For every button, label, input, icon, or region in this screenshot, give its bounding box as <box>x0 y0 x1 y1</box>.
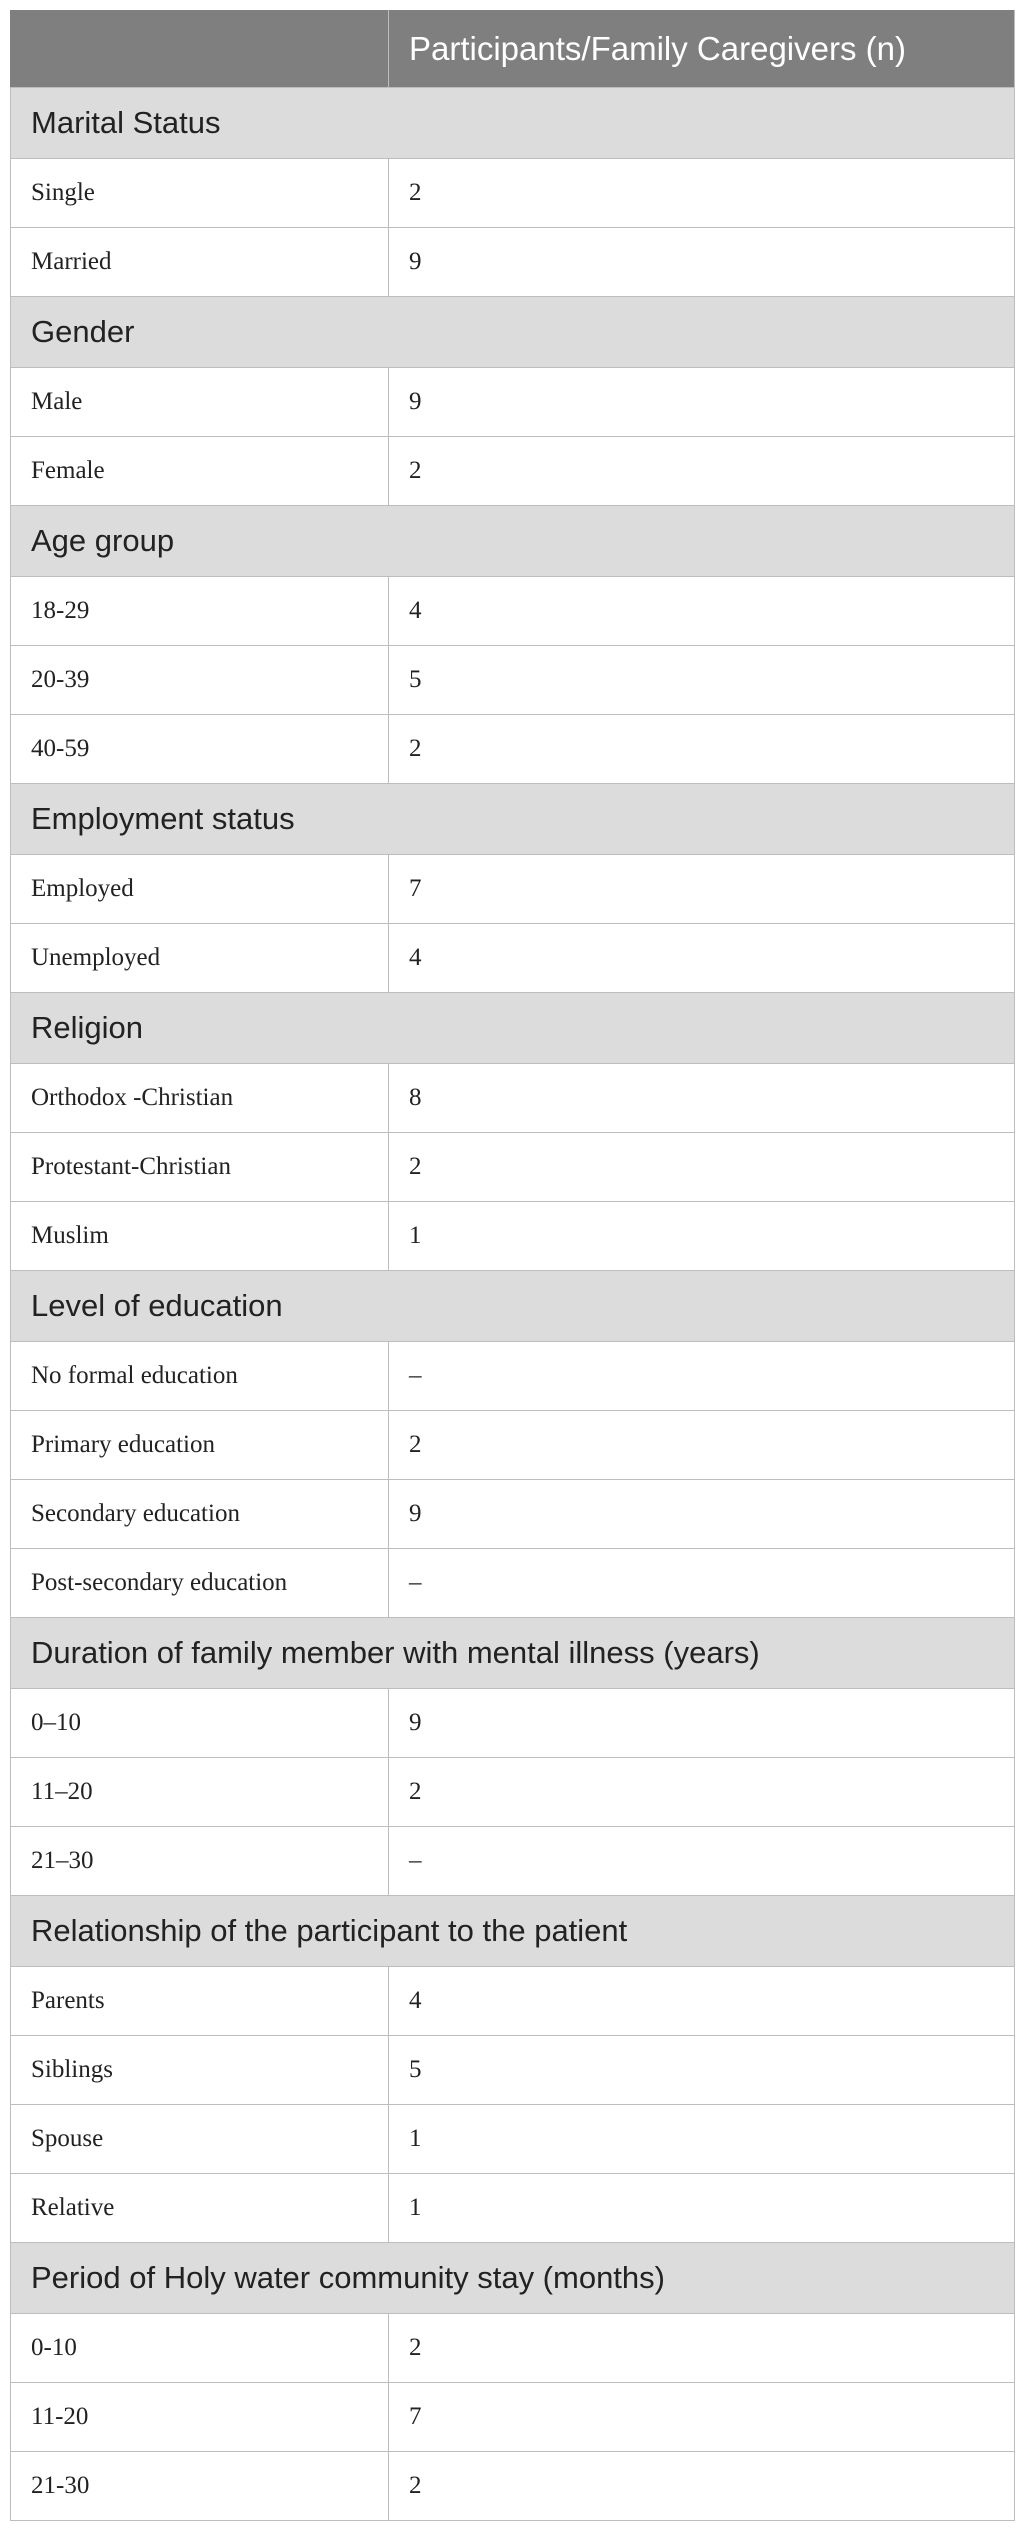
row-value: – <box>389 1827 1015 1896</box>
row-label: 21–30 <box>11 1827 389 1896</box>
section-header-row <box>11 784 1015 855</box>
table-row <box>11 2105 1015 2174</box>
table-row <box>11 228 1015 297</box>
header-cell-category <box>11 11 389 88</box>
row-label: Unemployed <box>11 924 389 993</box>
row-value: 7 <box>389 2383 1015 2452</box>
table-row <box>11 159 1015 228</box>
table-header-row <box>11 11 1015 88</box>
section-title: Marital Status <box>11 88 1015 159</box>
table-row <box>11 368 1015 437</box>
table-row <box>11 1689 1015 1758</box>
row-label: Female <box>11 437 389 506</box>
section-header-row <box>11 88 1015 159</box>
section-header-row <box>11 1896 1015 1967</box>
row-label: Single <box>11 159 389 228</box>
row-value: 2 <box>389 2452 1015 2521</box>
table-row <box>11 1202 1015 1271</box>
row-label: Orthodox -Christian <box>11 1064 389 1133</box>
section-header-row <box>11 2243 1015 2314</box>
row-value: 4 <box>389 577 1015 646</box>
row-value: 4 <box>389 1967 1015 2036</box>
row-value: 1 <box>389 1202 1015 1271</box>
row-value: 9 <box>389 1480 1015 1549</box>
row-label: Married <box>11 228 389 297</box>
section-header-row <box>11 1618 1015 1689</box>
row-value: 4 <box>389 924 1015 993</box>
table-row <box>11 1411 1015 1480</box>
row-label: Muslim <box>11 1202 389 1271</box>
section-title: Gender <box>11 297 1015 368</box>
row-label: 21-30 <box>11 2452 389 2521</box>
section-header-row <box>11 993 1015 1064</box>
table-row <box>11 577 1015 646</box>
section-title: Relationship of the participant to the patient <box>11 1896 1015 1967</box>
row-label: Employed <box>11 855 389 924</box>
row-value: 2 <box>389 715 1015 784</box>
row-value: 8 <box>389 1064 1015 1133</box>
row-label: Post-secondary education <box>11 1549 389 1618</box>
row-label: Spouse <box>11 2105 389 2174</box>
section-title: Employment status <box>11 784 1015 855</box>
row-value: 1 <box>389 2174 1015 2243</box>
row-label: 18-29 <box>11 577 389 646</box>
table-row <box>11 1133 1015 1202</box>
table-row <box>11 855 1015 924</box>
row-value: 9 <box>389 368 1015 437</box>
table-row <box>11 1480 1015 1549</box>
row-value: 7 <box>389 855 1015 924</box>
table-row <box>11 1827 1015 1896</box>
section-title: Age group <box>11 506 1015 577</box>
row-label: Secondary education <box>11 1480 389 1549</box>
table-row <box>11 2174 1015 2243</box>
table-body <box>11 88 1015 2521</box>
row-value: 2 <box>389 1411 1015 1480</box>
table-row <box>11 437 1015 506</box>
row-label: 11-20 <box>11 2383 389 2452</box>
header-cell-participants: Participants/Family Caregivers (n) <box>389 11 1015 88</box>
row-value: 2 <box>389 1133 1015 1202</box>
row-value: 2 <box>389 159 1015 228</box>
row-value: 5 <box>389 646 1015 715</box>
section-title: Period of Holy water community stay (months) <box>11 2243 1015 2314</box>
table-row <box>11 2452 1015 2521</box>
row-label: Siblings <box>11 2036 389 2105</box>
row-label: 40-59 <box>11 715 389 784</box>
row-value: 2 <box>389 437 1015 506</box>
row-label: Parents <box>11 1967 389 2036</box>
section-title: Religion <box>11 993 1015 1064</box>
table-row <box>11 2314 1015 2383</box>
row-value: 9 <box>389 1689 1015 1758</box>
table-row <box>11 924 1015 993</box>
table-row <box>11 1758 1015 1827</box>
row-label: 20-39 <box>11 646 389 715</box>
section-title: Level of education <box>11 1271 1015 1342</box>
row-label: 0–10 <box>11 1689 389 1758</box>
row-label: Primary education <box>11 1411 389 1480</box>
row-value: 2 <box>389 1758 1015 1827</box>
section-header-row <box>11 1271 1015 1342</box>
row-label: Male <box>11 368 389 437</box>
row-value: 1 <box>389 2105 1015 2174</box>
table-row <box>11 1064 1015 1133</box>
row-value: – <box>389 1549 1015 1618</box>
row-value: 5 <box>389 2036 1015 2105</box>
row-value: – <box>389 1342 1015 1411</box>
demographics-table <box>10 10 1015 2521</box>
table-row <box>11 2036 1015 2105</box>
table-row <box>11 2383 1015 2452</box>
section-header-row <box>11 297 1015 368</box>
row-label: 0-10 <box>11 2314 389 2383</box>
table-row <box>11 646 1015 715</box>
table-row <box>11 1967 1015 2036</box>
section-title: Duration of family member with mental illness (years) <box>11 1618 1015 1689</box>
table-row <box>11 1549 1015 1618</box>
row-value: 2 <box>389 2314 1015 2383</box>
section-header-row <box>11 506 1015 577</box>
table-row <box>11 715 1015 784</box>
row-label: Relative <box>11 2174 389 2243</box>
row-value: 9 <box>389 228 1015 297</box>
row-label: 11–20 <box>11 1758 389 1827</box>
row-label: No formal education <box>11 1342 389 1411</box>
table-row <box>11 1342 1015 1411</box>
row-label: Protestant-Christian <box>11 1133 389 1202</box>
